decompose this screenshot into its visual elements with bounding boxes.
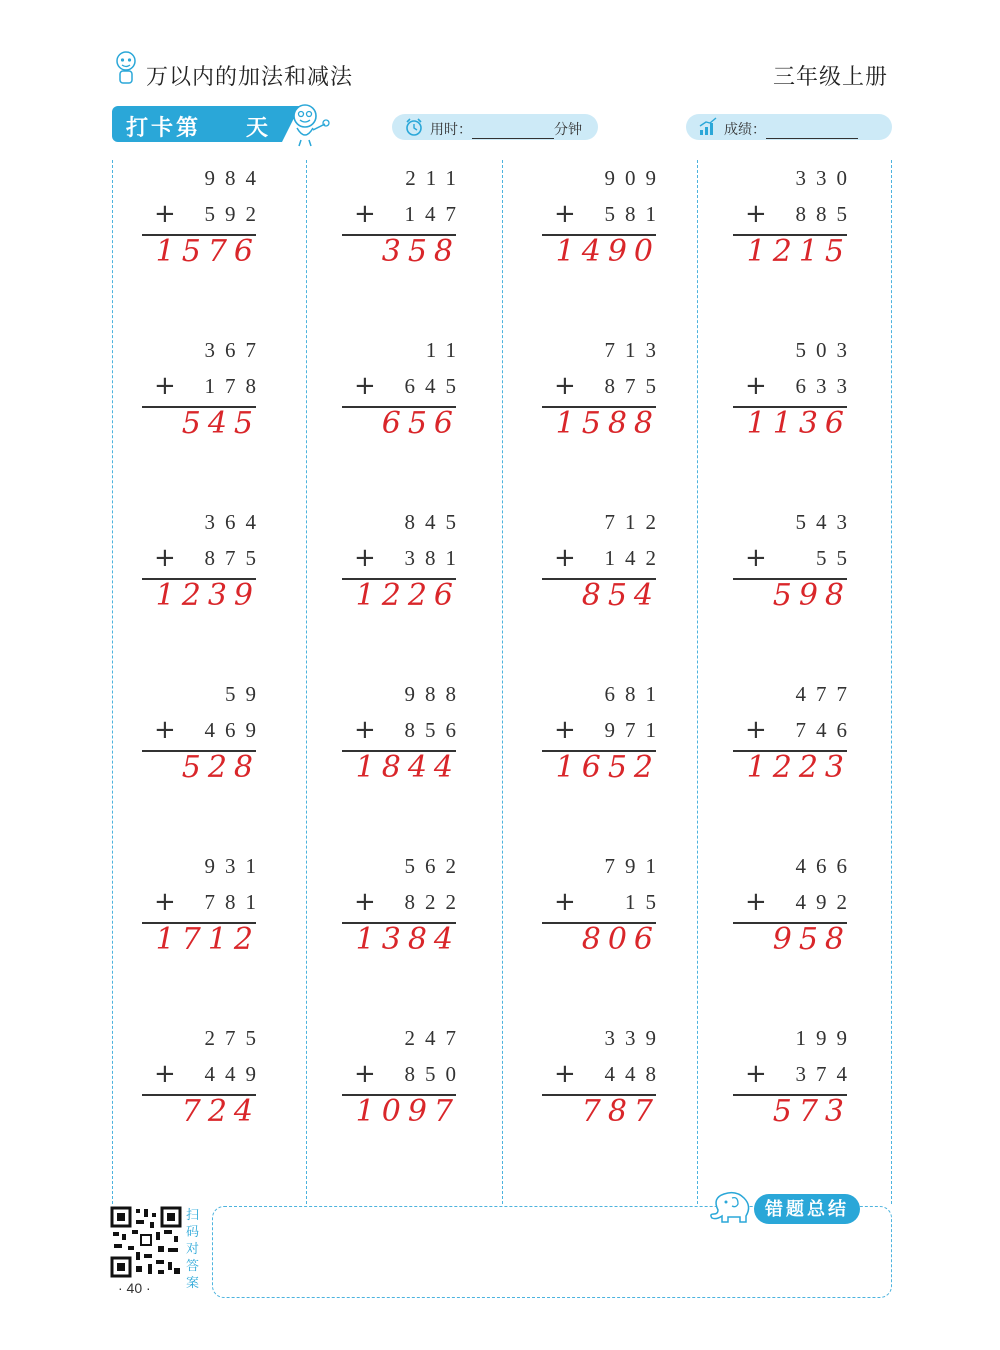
addend-top: 211	[405, 166, 466, 190]
handwritten-answer[interactable]: 1136	[746, 406, 851, 441]
plus-sign: +	[354, 199, 376, 229]
addend-bottom: 15	[625, 890, 666, 914]
addend-bottom: 856	[404, 718, 466, 742]
column-divider	[502, 160, 503, 1204]
addition-problem	[142, 332, 266, 452]
addend-top: 681	[604, 682, 666, 706]
addition-problem	[142, 160, 266, 280]
score-label: 成绩：	[724, 121, 766, 137]
addition-problem	[342, 160, 466, 280]
handwritten-answer[interactable]: 854	[581, 578, 660, 613]
addend-bottom: 448	[604, 1062, 666, 1086]
addend-top: 791	[604, 854, 666, 878]
addend-top: 59	[225, 682, 266, 706]
plus-sign: +	[554, 1059, 576, 1089]
plus-sign: +	[745, 1059, 767, 1089]
handwritten-answer[interactable]: 1844	[355, 750, 460, 785]
plus-sign: +	[745, 371, 767, 401]
plus-sign: +	[745, 715, 767, 745]
plus-sign: +	[554, 543, 576, 573]
score-label-row	[724, 119, 858, 139]
addition-problem	[733, 332, 857, 452]
addend-bottom: 469	[204, 718, 266, 742]
mistake-summary-label: 错题总结	[754, 1194, 860, 1224]
checkin-banner	[112, 106, 282, 142]
scan-answer-text: 扫码对答案	[186, 1207, 200, 1290]
addition-problem	[142, 504, 266, 624]
plus-sign: +	[354, 371, 376, 401]
time-unit: 分钟	[554, 121, 582, 137]
addend-bottom: 746	[795, 718, 857, 742]
plus-sign: +	[154, 887, 176, 917]
plus-sign: +	[554, 371, 576, 401]
addend-top: 11	[425, 338, 466, 362]
time-blank[interactable]	[472, 138, 554, 139]
addend-bottom: 374	[795, 1062, 857, 1086]
handwritten-answer[interactable]: 1712	[155, 922, 260, 957]
handwritten-answer[interactable]: 787	[581, 1094, 660, 1129]
addend-top: 503	[795, 338, 857, 362]
addend-bottom: 581	[604, 202, 666, 226]
addend-bottom: 55	[816, 546, 857, 570]
handwritten-answer[interactable]: 1490	[555, 234, 660, 269]
addition-problem	[542, 848, 666, 968]
addition-problem	[733, 676, 857, 796]
addend-top: 339	[604, 1026, 666, 1050]
addition-problem	[733, 848, 857, 968]
addition-problem	[142, 676, 266, 796]
plus-sign: +	[154, 1059, 176, 1089]
addend-bottom: 885	[795, 202, 857, 226]
addend-top: 466	[795, 854, 857, 878]
checkin-prefix: 打卡第	[126, 115, 202, 140]
plus-sign: +	[154, 715, 176, 745]
addend-top: 543	[795, 510, 857, 534]
addition-problem	[342, 848, 466, 968]
score-field[interactable]	[686, 114, 892, 140]
grade-label: 三年级上册	[772, 64, 888, 89]
handwritten-answer[interactable]: 1576	[155, 234, 260, 269]
addend-top: 367	[204, 338, 266, 362]
handwritten-answer[interactable]: 1588	[555, 406, 660, 441]
addend-top: 477	[795, 682, 857, 706]
handwritten-answer[interactable]: 656	[381, 406, 460, 441]
plus-sign: +	[154, 199, 176, 229]
checkin-day: 天	[246, 115, 269, 140]
handwritten-answer[interactable]: 958	[772, 922, 851, 957]
plus-sign: +	[745, 199, 767, 229]
addend-bottom: 178	[204, 374, 266, 398]
handwritten-answer[interactable]: 1239	[155, 578, 260, 613]
addition-problem	[142, 848, 266, 968]
handwritten-answer[interactable]: 1097	[355, 1094, 460, 1129]
plus-sign: +	[354, 1059, 376, 1089]
addend-top: 713	[604, 338, 666, 362]
addend-top: 988	[404, 682, 466, 706]
page-number: · 40 ·	[118, 1280, 151, 1296]
addend-top: 984	[204, 166, 266, 190]
plus-sign: +	[154, 371, 176, 401]
addition-problem	[342, 332, 466, 452]
addition-problem	[542, 160, 666, 280]
addition-problem	[542, 504, 666, 624]
addend-bottom: 971	[604, 718, 666, 742]
column-divider	[306, 160, 307, 1204]
addition-problem	[342, 676, 466, 796]
plus-sign: +	[554, 887, 576, 917]
plus-sign: +	[354, 887, 376, 917]
handwritten-answer[interactable]: 573	[772, 1094, 851, 1129]
handwritten-answer[interactable]: 598	[772, 578, 851, 613]
addition-problem	[733, 504, 857, 624]
handwritten-answer[interactable]: 806	[581, 922, 660, 957]
plus-sign: +	[354, 715, 376, 745]
handwritten-answer[interactable]: 724	[181, 1094, 260, 1129]
addend-top: 330	[795, 166, 857, 190]
addition-problem	[542, 332, 666, 452]
addend-top: 931	[204, 854, 266, 878]
addition-problem	[142, 1020, 266, 1140]
handwritten-answer[interactable]: 1223	[746, 750, 851, 785]
handwritten-answer[interactable]: 545	[181, 406, 260, 441]
handwritten-answer[interactable]: 358	[381, 234, 460, 269]
addend-bottom: 381	[404, 546, 466, 570]
addend-top: 275	[204, 1026, 266, 1050]
alarm-clock-icon	[404, 117, 424, 137]
chapter-title: 万以内的加法和减法	[146, 64, 354, 89]
handwritten-answer[interactable]: 1384	[355, 922, 460, 957]
addend-top: 364	[204, 510, 266, 534]
addend-bottom: 781	[204, 890, 266, 914]
addition-problem	[733, 1020, 857, 1140]
addend-top: 562	[404, 854, 466, 878]
mascot-small-icon	[112, 50, 140, 86]
addend-top: 909	[604, 166, 666, 190]
plus-sign: +	[745, 887, 767, 917]
chart-icon	[698, 117, 718, 137]
addend-bottom: 449	[204, 1062, 266, 1086]
addend-top: 712	[604, 510, 666, 534]
addend-bottom: 147	[404, 202, 466, 226]
handwritten-answer[interactable]: 1226	[355, 578, 460, 613]
plus-sign: +	[745, 543, 767, 573]
addend-bottom: 875	[204, 546, 266, 570]
addition-problem	[342, 504, 466, 624]
plus-sign: +	[154, 543, 176, 573]
handwritten-answer[interactable]: 1652	[555, 750, 660, 785]
addend-bottom: 492	[795, 890, 857, 914]
time-label: 用时：	[430, 121, 472, 137]
handwritten-answer[interactable]: 1215	[746, 234, 851, 269]
plus-sign: +	[354, 543, 376, 573]
addend-top: 845	[404, 510, 466, 534]
addend-bottom: 645	[404, 374, 466, 398]
addition-problem	[542, 1020, 666, 1140]
addend-bottom: 592	[204, 202, 266, 226]
time-field[interactable]	[392, 114, 598, 140]
plus-sign: +	[554, 199, 576, 229]
addend-bottom: 850	[404, 1062, 466, 1086]
addend-bottom: 822	[404, 890, 466, 914]
handwritten-answer[interactable]: 528	[181, 750, 260, 785]
addend-top: 199	[795, 1026, 857, 1050]
qr-code-icon[interactable]	[110, 1206, 182, 1278]
addition-problem	[733, 160, 857, 280]
column-divider	[697, 160, 698, 1204]
mascot-icon	[285, 100, 331, 148]
addend-bottom: 875	[604, 374, 666, 398]
score-blank[interactable]	[766, 138, 858, 139]
plus-sign: +	[554, 715, 576, 745]
addend-bottom: 633	[795, 374, 857, 398]
addend-top: 247	[404, 1026, 466, 1050]
addend-bottom: 142	[604, 546, 666, 570]
addition-problem	[542, 676, 666, 796]
addition-problem	[342, 1020, 466, 1140]
elephant-icon	[706, 1188, 754, 1226]
time-label-row	[430, 119, 582, 139]
